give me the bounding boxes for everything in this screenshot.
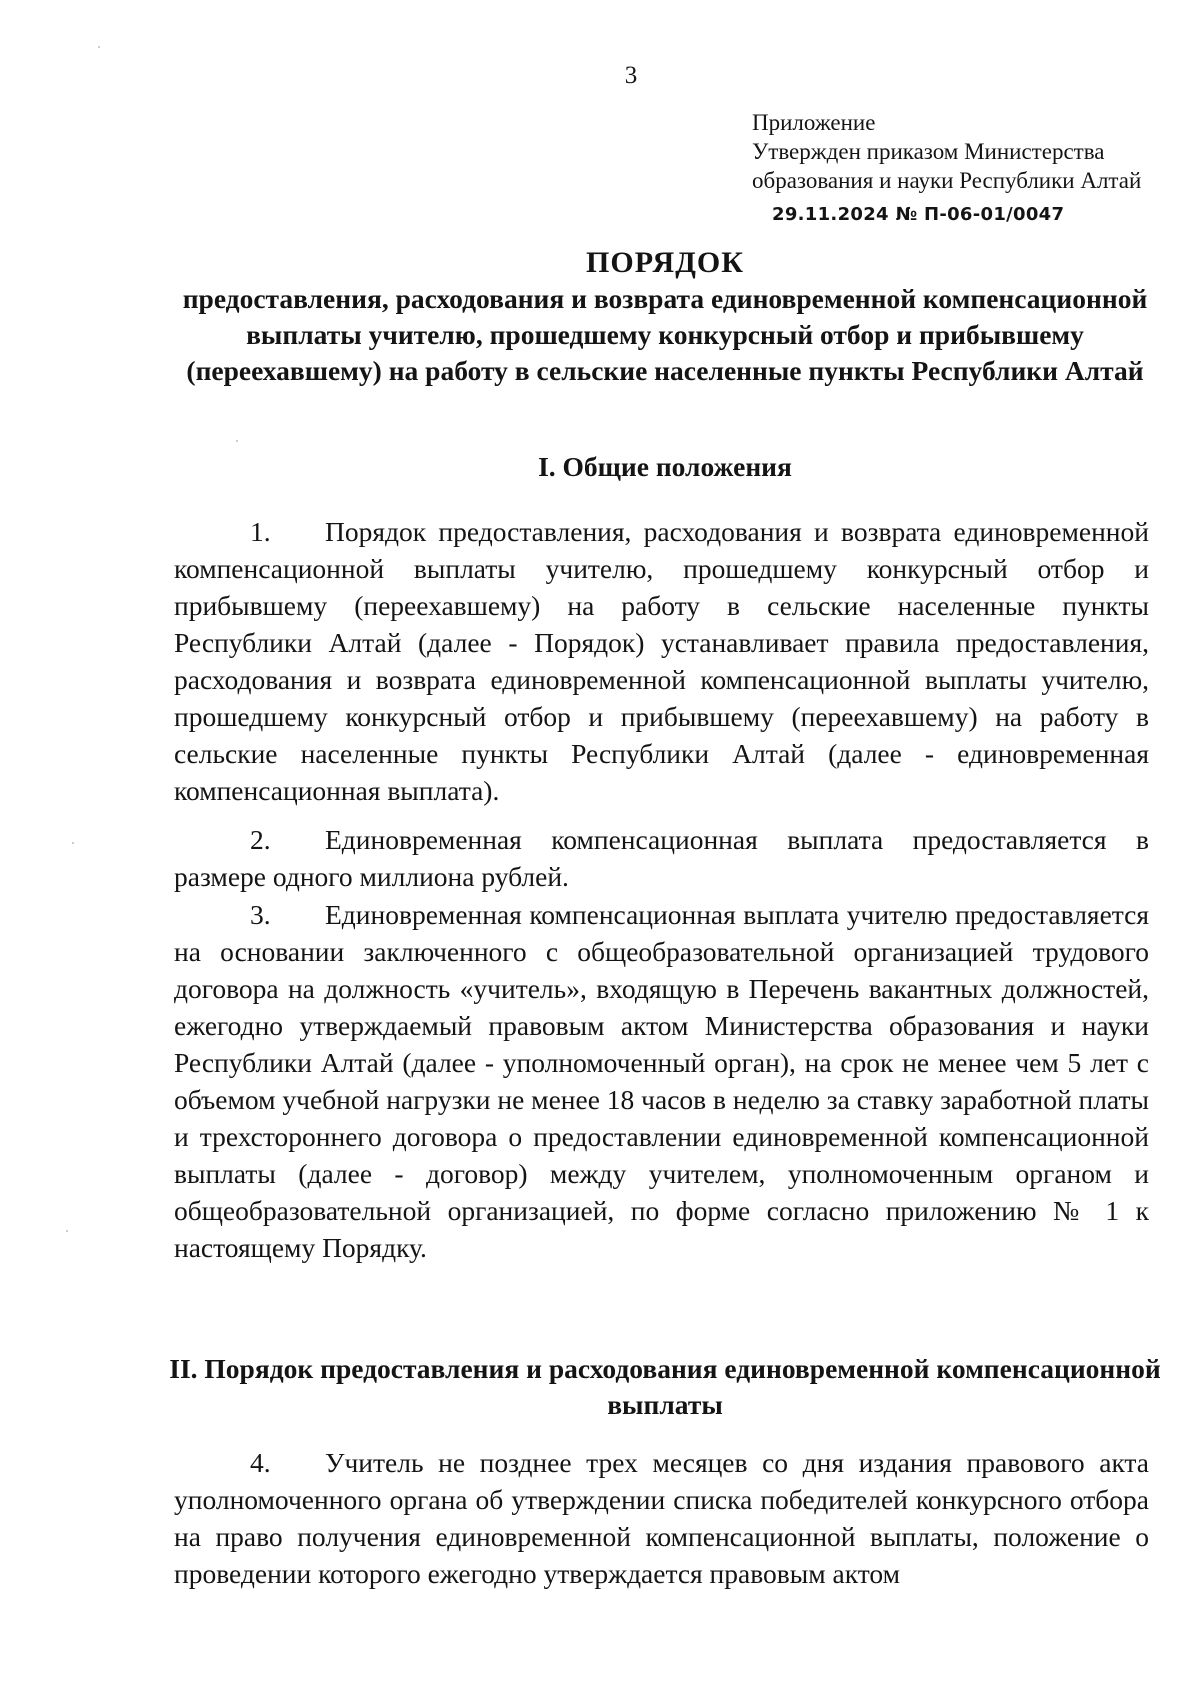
approval-line: Утвержден приказом Министерства [752, 139, 1105, 164]
page-number: 3 [624, 62, 638, 89]
scan-speck [66, 1230, 68, 1232]
paragraph-3 [174, 896, 1149, 1266]
paragraph-number: 4. [250, 1447, 271, 1478]
paragraph-1 [174, 513, 1149, 809]
paragraph-number: 2. [250, 824, 271, 855]
section-heading-procedure: II. Порядок предоставления и расходования единовременной компенсационной выплаты [169, 1353, 1161, 1420]
paragraph-text: Порядок предоставления, расходования и возврата единовременной компенсационной выплаты учителю, прошедшему конкурсный отбор и прибывшему (переехавшему) на работу в сельские населенные пункты Республики Алтай (далее - Порядок) устанавливает правила предоставления, расходования и возврата единовременной компенсационной выплаты учителю, прошедшему конкурсный отбор и прибывшему (переехавшему) на работу в сельские населенные пункты Республики Алтай (далее - единовременная компенсационная выплата). [174, 516, 1149, 806]
paragraph-number: 3. [250, 899, 271, 930]
paragraph-number: 1. [250, 516, 271, 547]
paragraph-2 [174, 821, 1149, 895]
scan-speck [98, 46, 100, 48]
paragraph-text: Единовременная компенсационная выплата предоставляется в размере одного миллиона рублей. [174, 824, 1149, 892]
paragraph-4 [174, 1444, 1149, 1592]
document-subtitle: предоставления, расходования и возврата единовременной компенсационной выплаты учителю, прошедшему конкурсный отбор и прибывшему (переехавшему) на работу в сельские населенные пункты Республики Алтай [182, 283, 1148, 386]
paragraph-text: Учитель не позднее трех месяцев со дня издания правового акта уполномоченного органа об утверждении списка победителей конкурсного отбора на право получения единовременной компенсационной выплаты, положение о проведении которого ежегодно утверждается правовым актом [174, 1447, 1149, 1589]
order-number-stamp: 29.11.2024 № П-06-01/0047 [772, 204, 1065, 225]
section-heading-general: I. Общие положения [538, 451, 792, 482]
scan-speck [236, 440, 238, 442]
approval-block [752, 108, 1141, 195]
paragraph-text: Единовременная компенсационная выплата учителю предоставляется на основании заключенного с общеобразовательной организацией трудового договора на должность «учитель», входящую в Перечень вакантных должностей, ежегодно утверждаемый правовым актом Министерства образования и науки Республики Алтай (далее - уполномоченный орган), на срок не менее чем 5 лет с объемом учебной нагрузки не менее 18 часов в неделю за ставку заработной платы и трехстороннего договора о предоставлении единовременной компенсационной выплаты (далее - договор) между учителем, уполномоченным органом и общеобразовательной организацией, по форме согласно приложению № 1 к настоящему Порядку. [174, 899, 1149, 1263]
document-title: ПОРЯДОК [586, 246, 744, 279]
scan-speck [72, 842, 74, 844]
approval-line: Приложение [752, 110, 876, 135]
approval-line: образования и науки Республики Алтай [752, 168, 1142, 193]
